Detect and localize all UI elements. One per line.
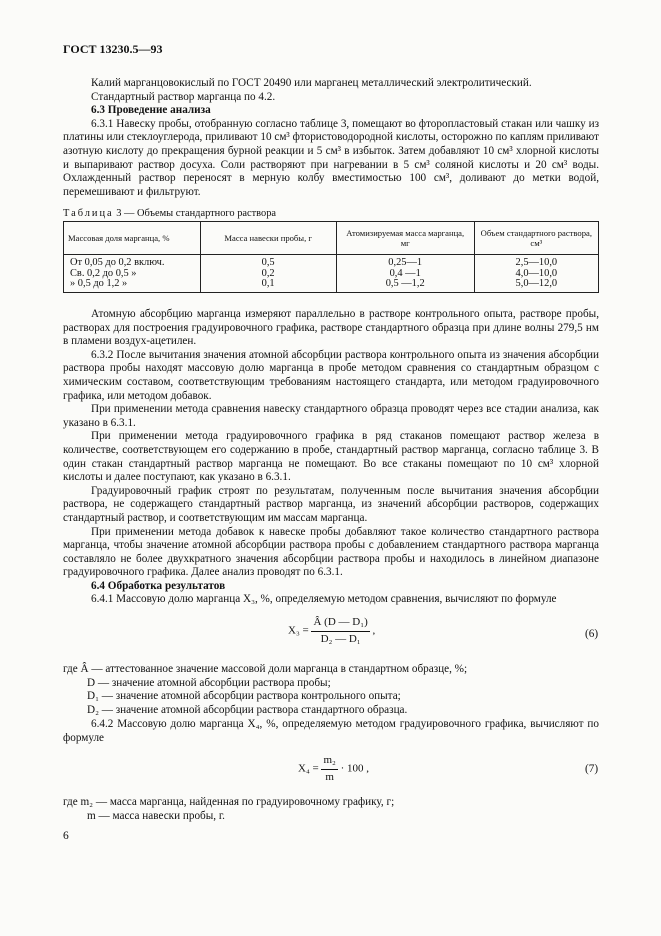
formula-6-legend xyxy=(63,663,603,717)
legend-line: D₂ — значение атомной абсорбции раствора стандартного образца. xyxy=(87,703,408,716)
table-header-cell: Масса навески пробы, г xyxy=(200,222,336,255)
volumes-table xyxy=(63,221,599,293)
formula-numerator: m₂ xyxy=(321,754,337,770)
paragraph: 6.4.2 Массовую долю марганца X₄, %, определяемую методом градуировочного графика, вычисляют по формуле xyxy=(63,718,599,744)
formula-fraction xyxy=(321,754,337,784)
legend-line: где Â — аттестованное значение массовой доли марганца в стандартном образце, %; xyxy=(63,663,468,675)
standard-header: ГОСТ 13230.5—93 xyxy=(63,42,163,56)
legend-line: где m₂ — масса марганца, найденная по градуировочному графику, г; xyxy=(63,796,395,808)
table-header-row xyxy=(64,222,599,255)
table-caption-word: Таблица xyxy=(63,208,114,219)
formula-7-legend xyxy=(63,796,603,823)
table-header-cell: Массовая доля марганца, % xyxy=(64,222,201,255)
paragraph: При применении метода добавок к навеске пробы добавляют такое количество стандартного раствора марганца, чтобы значение атомной абсорбции раствора пробы с добавлением стандартного раствора марганца составляло не более двухкратного значения абсорбции раствора пробы и находилось в линейном диапазоне градуировочного графика. Далее анализ проводят по 6.3.1. xyxy=(63,525,599,579)
formula-denominator: m xyxy=(325,770,334,783)
table-row xyxy=(64,255,599,269)
legend-line: D — значение атомной абсорбции раствора пробы; xyxy=(87,676,331,689)
table-cell: 0,2 xyxy=(200,269,336,280)
table-cell: 4,0—10,0 xyxy=(474,269,598,280)
table-caption-text: 3 — Объемы стандартного раствора xyxy=(116,208,277,219)
table-cell: 0,4 —1 xyxy=(336,269,474,280)
formula-denominator: D₂ — D₁ xyxy=(320,632,361,645)
formula-numerator: Â (D — D₁) xyxy=(311,616,369,632)
table-cell: 0,25—1 xyxy=(336,255,474,269)
paragraph: Стандартный раствор марганца по 4.2. xyxy=(91,90,276,103)
paragraph: Градуировочный график строят по результатам, полученным после вычитания значения абсорбции раствора, не содержащего стандартный раствор марганца, из значений абсорбции растворов, содержащих стандартный раствор, и соответствующим им массам марганца. xyxy=(63,484,599,524)
section-heading: 6.4 Обработка результатов xyxy=(91,579,226,592)
page-number: 6 xyxy=(63,830,69,842)
paragraph: 6.3.1 Навеску пробы, отобранную согласно таблице 3, помещают во фторопластовый стакан или чашку из платины или стеклоуглерода, приливают 10 см³ фтористоводородной кислоты, осторожно по каплям приливают азотную кислоту до прекращения бурной реакции и 5 см³ в избыток. Затем добавляют 10 см³ хлорной кислоты и выпаривают раствор досуха. Соли растворяют при нагревании в 5 см³ соляной кислоты и 20 см³ воды. Охлажденный раствор переносят в мерную колбу вместимостью 100 см³, доливают до метки водой, перемешивают и фильтруют. xyxy=(63,117,599,198)
formula-7 xyxy=(298,754,369,784)
text-block-a xyxy=(63,77,599,199)
formula-lhs: X₄ = xyxy=(298,762,319,775)
formula-tail: , xyxy=(372,624,376,637)
table-row xyxy=(64,279,599,292)
equation-number: (7) xyxy=(585,763,599,775)
table-cell: 2,5—10,0 xyxy=(474,255,598,269)
paragraph: При применении метода сравнения навеску стандартного образца проводят через все стадии анализа, как указано в 6.3.1. xyxy=(63,403,599,429)
text-block-b xyxy=(63,308,599,607)
table-cell: 5,0—12,0 xyxy=(474,279,598,292)
legend-line: D₁ — значение атомной абсорбции раствора контрольного опыта; xyxy=(87,690,401,703)
table-header-cell: Объем стандартного раствора, см³ xyxy=(474,222,598,255)
equation-number: (6) xyxy=(585,628,599,640)
text-block-c xyxy=(63,718,599,745)
paragraph: Калий марганцовокислый по ГОСТ 20490 или марганец металлический электролитический. xyxy=(91,77,532,89)
table-cell: 0,5 —1,2 xyxy=(336,279,474,292)
legend-line: m — масса навески пробы, г. xyxy=(87,809,225,822)
section-heading: 6.3 Проведение анализа xyxy=(91,104,211,117)
table-caption xyxy=(63,207,276,221)
table-cell: » 0,5 до 1,2 » xyxy=(64,279,201,292)
formula-lhs: X₃ = xyxy=(288,624,309,637)
paragraph: 6.4.1 Массовую долю марганца X₃, %, определяемую методом сравнения, вычисляют по формуле xyxy=(91,593,557,606)
paragraph: При применении метода градуировочного графика в ряд стаканов помещают раствор железа в количестве, соответствующем его содержанию в пробе, стандартный раствор марганца, согласно таблице 3. В один стакан стандартный раствор марганца не помещают. Во все стаканы помещают по 10 см³ хлорной кислоты и далее поступают, как указано в 6.3.1. xyxy=(63,430,599,484)
table-cell: 0,5 xyxy=(200,255,336,269)
paragraph: Атомную абсорбцию марганца измеряют параллельно в растворе контрольного опыта, растворе пробы, растворах для построения градуировочного графика, растворе стандартного образца при длине волны 279,5 нм в пламени воздух-ацетилен. xyxy=(63,308,599,348)
table-header-cell: Атомизируемая масса марганца, мг xyxy=(336,222,474,255)
formula-6 xyxy=(288,616,375,646)
table-cell: От 0,05 до 0,2 включ. xyxy=(64,255,201,269)
formula-fraction xyxy=(311,616,369,646)
paragraph: 6.3.2 После вычитания значения атомной абсорбции раствора контрольного опыта из значения абсорбции раствора пробы находят массовую долю марганца в пробе методом сравнения со стандартным образцом с химическим составом, соответствующим требованиям настоящего стандарта, или методом градуировочного графика, или методом добавок. xyxy=(63,348,599,402)
formula-tail: · 100 , xyxy=(340,762,370,775)
table-cell: 0,1 xyxy=(200,279,336,292)
table-cell: Св. 0,2 до 0,5 » xyxy=(64,269,201,280)
